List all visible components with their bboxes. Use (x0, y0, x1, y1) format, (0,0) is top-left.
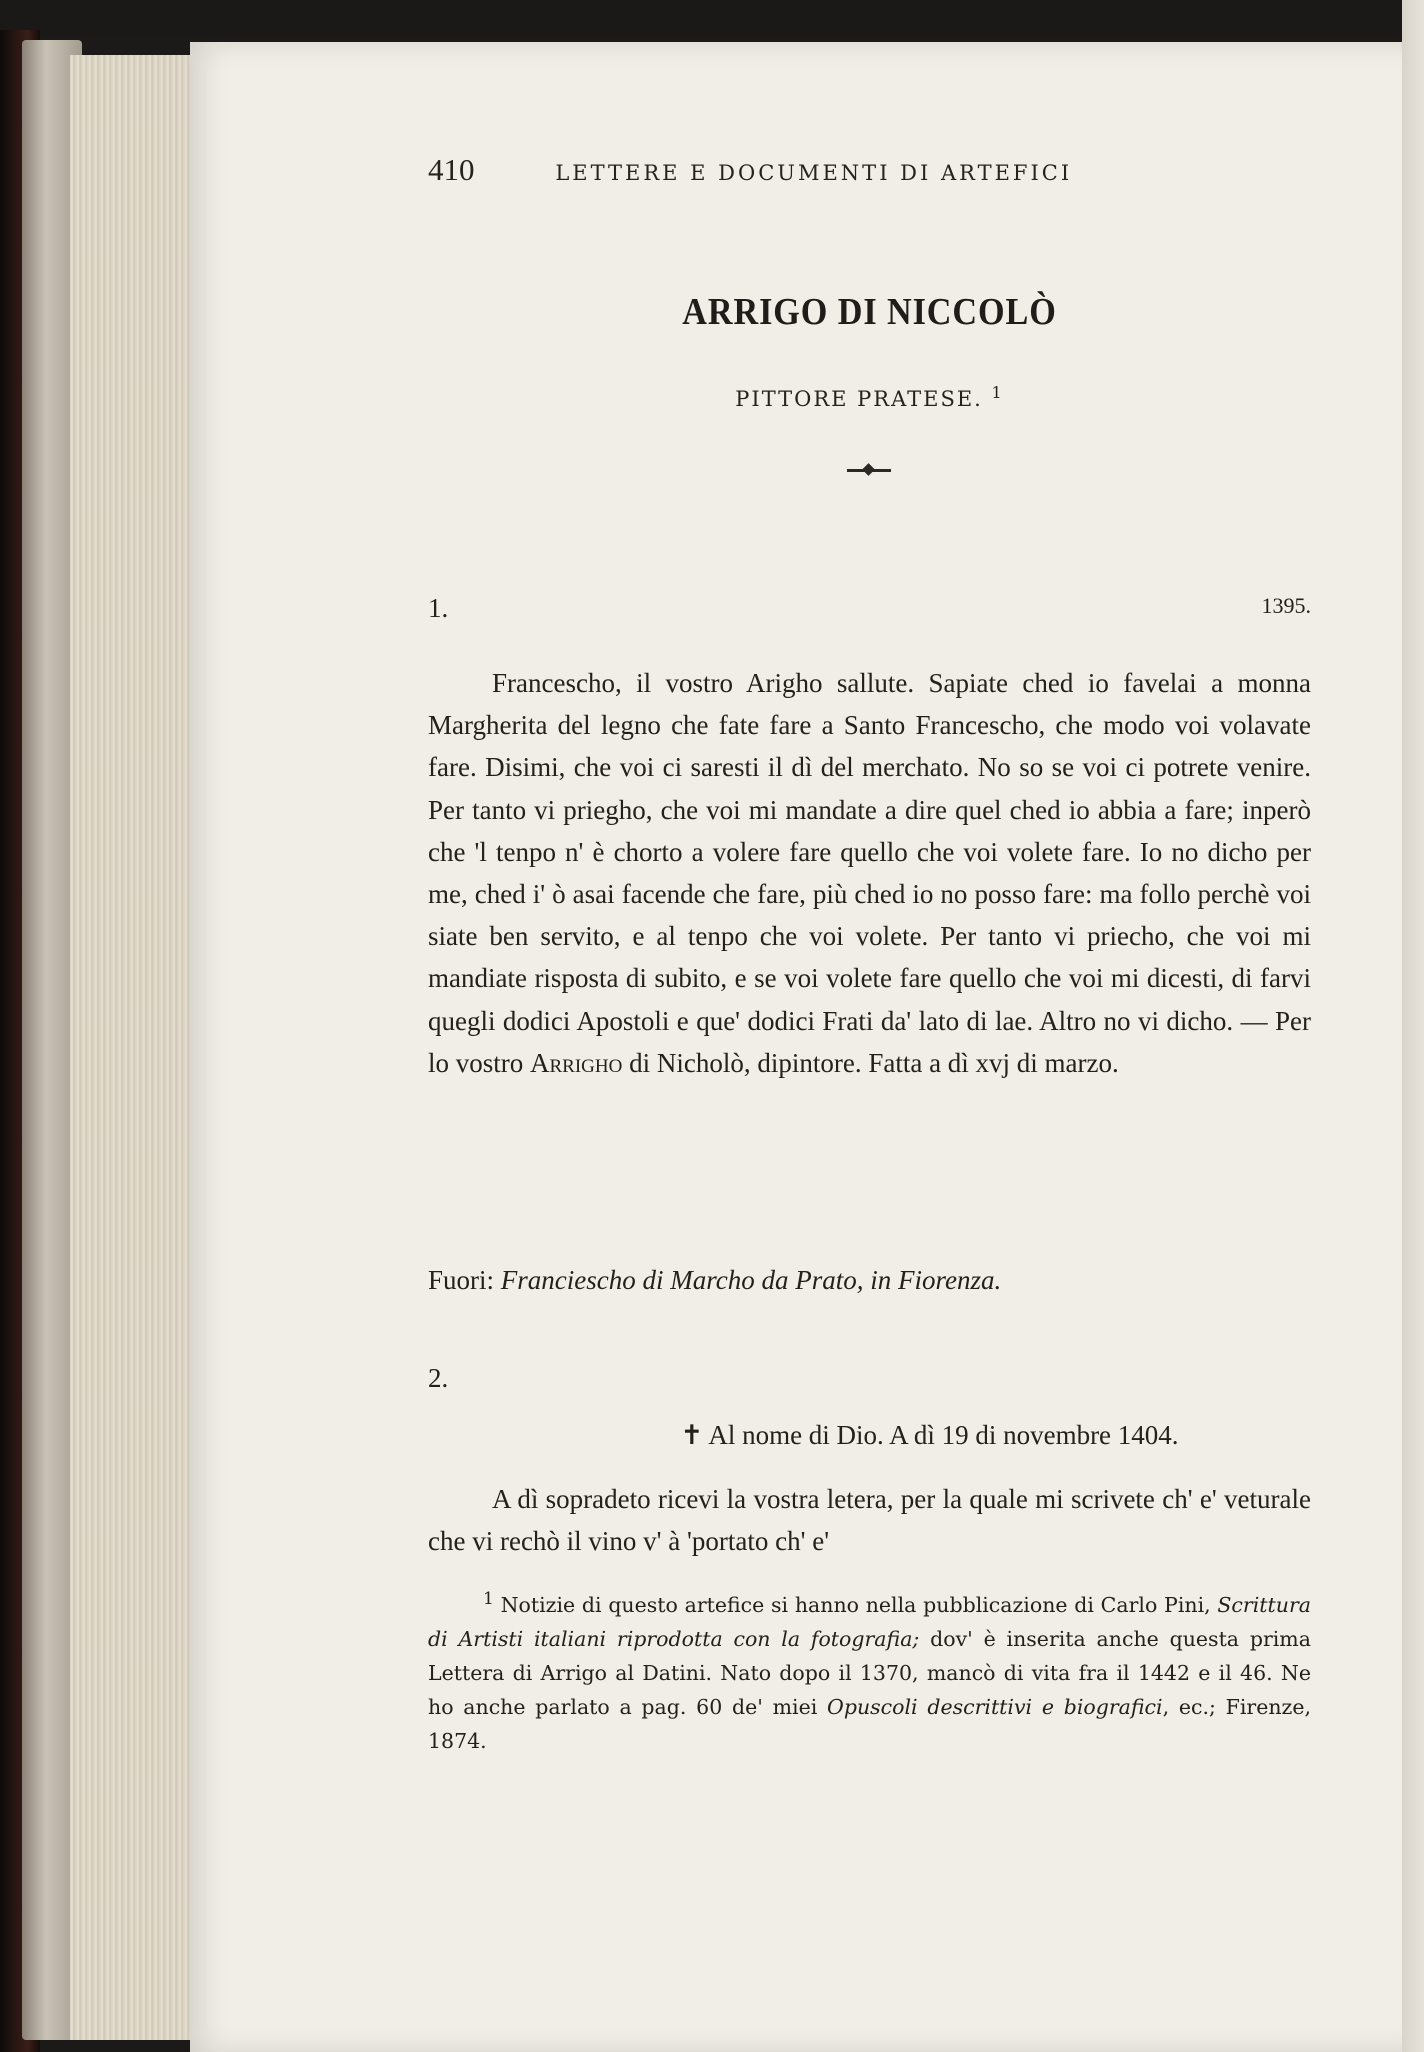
footnote-part-2: dov' è inserita anche questa prima Lettera di Arrigo al Datini. Nato dopo il 1370, mancò di vita fra il 1442 e il 46. Ne ho anche parlato a pag. 60 de' miei (428, 1626, 1311, 1719)
footnote-part-1: Notizie di questo artefice si hanno nella pubblicazione di Carlo Pini, (500, 1592, 1211, 1617)
letter-1-paragraph (428, 662, 1311, 1084)
facing-page-edge (1402, 0, 1424, 2052)
chapter-title: ARRIGO DI NICCOLÒ (682, 291, 1057, 333)
letter-2-text: A dì sopradeto ricevi la vostra letera, per la quale mi scrivete ch' e' veturale che vi rechò il vino v' à 'portato ch' e' (428, 1484, 1311, 1557)
background-top (0, 0, 1424, 38)
outside-address: Franciescho di Marcho da Prato, in Fiorenza. (500, 1265, 1002, 1295)
letter-1-signature: Arrigho (530, 1047, 623, 1078)
letter-1-outside (428, 1265, 1311, 1296)
letter-1 (428, 593, 1311, 624)
footnote-part-3: , ec.; Firenze, 1874. (428, 1694, 1311, 1753)
ornament-divider (847, 469, 891, 472)
letter-1-closing-pre: — Per lo vostro (428, 1005, 1311, 1078)
letter-1-heading (428, 593, 1311, 624)
footnote (428, 1582, 1311, 1758)
page-stack-edges (70, 55, 210, 2040)
page-number: 410 (428, 152, 475, 187)
letter-1-text: Francescho, il vostro Arigho sallute. Sapiate ched io favelai a monna Margherita del legno che fate fare a Santo Francescho, che modo voi volavate fare. Disimi, che voi ci saresti il dì del merchato. No so se voi ci potrete venire. Per tanto vi priegho, che voi mi mandate a dire quel ched io abbia a fare; inperò che 'l tenpo n' è chorto a volere fare quello che voi volete fare. Io no dicho per me, ched i' ò asai facende che fare, più ched io no posso fare: ma follo perchè voi siate ben servito, e al tenpo che voi volete. Per tanto vi priecho, che voi mi mandiate risposta di subito, e se voi volete fare quello che voi mi dicesti, di farvi quegli dodici Apostoli e que' dodici Frati da' lato di lae. Altro no vi dicho. (428, 668, 1311, 1036)
letter-2-number-row (428, 1363, 1311, 1394)
running-title: LETTERE E DOCUMENTI DI ARTEFICI (555, 161, 1073, 185)
letter-2-body (428, 1478, 1311, 1562)
letter-number: 2. (428, 1363, 449, 1393)
letter-1-body (428, 662, 1311, 1084)
letter-year: 1395. (1261, 593, 1311, 618)
chapter-subtitle (428, 383, 1311, 411)
running-header (428, 152, 1133, 188)
letter-2-invocation: ✝ Al nome di Dio. A dì 19 di novembre 1404. (680, 1420, 1179, 1450)
footnote-marker: 1 (483, 1589, 494, 1609)
subtitle-text: PITTORE PRATESE. (735, 387, 983, 411)
letter-1-closing-post: di Nicholò, dipintore. Fatta a dì xvj di marzo. (622, 1047, 1119, 1078)
letter-number: 1. (428, 593, 449, 623)
footnote-italic-2: Opuscoli descrittivi e biografici (827, 1694, 1163, 1719)
footnote-ref: 1 (991, 383, 1004, 402)
footnote-italic-1: Scrittura di Artisti italiani riprodotta con la fotografia; (428, 1592, 1311, 1651)
letter-2-heading (428, 1363, 1311, 1394)
outside-label: Fuori: (428, 1265, 495, 1295)
footnote-text (428, 1582, 1311, 1758)
